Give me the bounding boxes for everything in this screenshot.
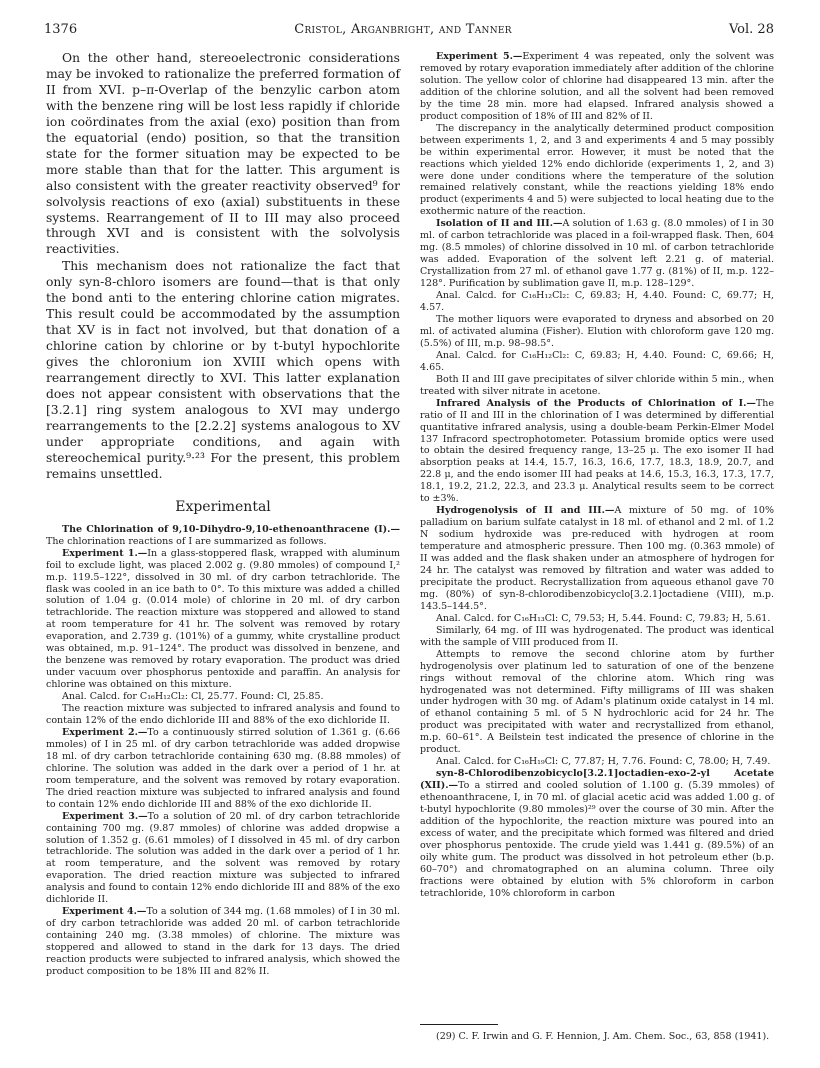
isolation-paragraph (420, 218, 774, 290)
experiment-2-text: To a continuously stirred solution of 1.361 g. (6.66 mmoles) of I in 25 ml. of dry carbon tetrachloride was added dropwise 18 ml. of dry carbon tetrachloride containing 630 mg. (8.88 mmoles) of chlorine. The solution was added in the dark over a period of 1 hr. at room temperature, and the solvent was removed by rotary evaporation. The dried reaction mixture was subjected to infrared analysis and found to contain 12% endo dichloride III and 88% of the exo dichloride II. (46, 726, 400, 810)
experiment-2-heading: Experiment 2.— (62, 726, 148, 738)
section-title-experimental: Experimental (175, 498, 271, 515)
left-column (46, 51, 400, 978)
experiment-3-heading: Experiment 3.— (62, 810, 148, 822)
experiment-1-text: In a glass-stoppered flask, wrapped with aluminum foil to exclude light, was placed 2.002 g. (9.80 mmoles) of compound I,² m.p. 119.5–122°, dissolved in 30 ml. of dry carbon tetrachloride. The flask was cooled in an ice bath to 0°. To this mixture was added a chilled solution of 1.04 g. (0.014 mole) of chlorine in 20 ml. of dry carbon tetrachloride. The reaction mixture was stoppered and allowed to stand at room temperature for 41 hr. The solvent was removed by rotary evaporation, and 2.739 g. (101%) of a gummy, white crystalline product was obtained, m.p. 91–124°. The product was dissolved in benzene, and the benzene was removed by rotary evaporation. The product was dried under vacuum over phosphorus pentoxide and paraffin. An analysis for chlorine was obtained on this mixture. (46, 547, 400, 691)
acetate-text: To a stirred and cooled solution of 1.100 g. (5.39 mmoles) of ethenoanthracene, I, in 70 ml. of glacial acetic acid was added 1.00 g. of t-butyl hypochlorite (9.80 mmoles)²⁹ over the course of 30 min. After the addition of the hypochlorite, the reaction mixture was poured into an excess of water, and the precipitate which formed was filtered and dried over phosphorus pentoxide. The crude yield was 1.441 g. (89.5%) of an oily white gum. The product was dissolved in hot petroleum ether (b.p. 60–70°) and chromatographed on an alumina column. Three oily fractions were obtained by elution with 5% chloroform in carbon tetrachloride, 10% chloroform in carbon (420, 780, 774, 899)
experiment-5-heading: Experiment 5.— (436, 51, 523, 62)
experiment-1-infrared: The reaction mixture was subjected to infrared analysis and found to contain 12% of the endo dichloride III and 88% of the exo dichloride II. (46, 703, 400, 726)
attempts-paragraph: Attempts to remove the second chlorine atom by further hydrogenolysis over platinum led to saturation of one of the benzene rings without removal of the chlorine atom. Which ring was hydrogenated was not determined. Fifty milligrams of III was shaken under hydrogen with 30 mg. of Adam's platinum oxide catalyst in 14 ml. of ethanol containing 5 ml. of 5 N hydrochloric acid for 24 hr. The product was precipitated with water and recrystallized from ethanol, m.p. 60–61°. A Beilstein test indicated the presence of chlorine in the product. (420, 648, 774, 756)
infrared-heading: Infrared Analysis of the Products of Chlorination of I.— (436, 397, 756, 409)
experiment-1-paragraph (46, 548, 400, 691)
volume-label: Vol. 28 (728, 22, 774, 37)
running-title: Cristol, Arganbright, and Tanner (294, 22, 512, 37)
footnote-29: (29) C. F. Irwin and G. F. Hennion, J. Am. Chem. Soc., 63, 858 (1941). (436, 1031, 770, 1042)
page-number: 1376 (44, 22, 78, 37)
analysis-ii: Anal. Calcd. for C₁₆H₁₂Cl₂: C, 69.83; H, 4.40. Found: C, 69.77; H, 4.57. (420, 290, 774, 314)
acetate-heading: syn-8-Chlorodibenzobicyclo[3.2.1]octadien-exo-2-yl Acetate (XII).— (420, 768, 774, 792)
hydrogenolysis-paragraph (420, 505, 774, 613)
hydrogenolysis-heading: Hydrogenolysis of II and III.— (436, 505, 615, 517)
analysis-viii: Anal. Calcd. for C₁₆H₁₃Cl: C, 79.53; H, 5.44. Found: C, 79.83; H, 5.61. (436, 612, 771, 624)
infrared-paragraph (420, 398, 774, 506)
experiment-1-heading: Experiment 1.— (62, 547, 148, 559)
similarly-paragraph: Similarly, 64 mg. of III was hydrogenated. The product was identical with the sample of VIII produced from II. (420, 624, 774, 648)
analysis-iii: Anal. Calcd. for C₁₆H₁₂Cl₂: C, 69.83; H, 4.40. Found: C, 69.66; H, 4.65. (420, 349, 774, 373)
isolation-text: A solution of 1.63 g. (8.0 mmoles) of I in 30 ml. of carbon tetrachloride was placed in a foil-wrapped flask. Then, 604 mg. (8.5 mmoles) of chlorine dissolved in 10 ml. of carbon tetrachloride was added. Evaporation of the solvent left 2.21 g. of material. Crystallization from 27 ml. of ethanol gave 1.77 g. (81%) of II, m.p. 122–128°. Purification by sublimation gave II, m.p. 128–129°. (420, 218, 774, 290)
infrared-text: The ratio of II and III in the chlorination of I was determined by differential quantitative infrared analysis, using a double-beam Perkin-Elmer Model 137 Infracord spectrophotometer. Potassium bromide optics were used to obtain the desired frequency range, 13–25 μ. The exo isomer II had absorption peaks at 14.4, 15.7, 16.3, 16.6, 17.7, 18.3, 18.9, 20.7, and 22.8 μ, and the endo isomer III had peaks at 14.6, 15.3, 16.3, 17.3, 17.7, 18.1, 19.2, 21.2, 22.3, and 23.3 μ. Analytical results seem to be correct to ±3%. (420, 397, 774, 505)
analysis-saturated: Anal. Calcd. for C₁₆H₁₉Cl: C, 77.87; H, 7.76. Found: C, 78.00; H, 7.49. (436, 756, 771, 768)
experiment-5-text: Experiment 4 was repeated, only the solvent was removed by rotary evaporation immediately after addition of the chlorine solution. The yellow color of chlorine had disappeared 13 min. after the addition of the chlorine solution, and all the solvent had been removed by the time 28 min. more had elapsed. Infrared analysis showed a product composition of 18% of III and 82% of II. (420, 51, 774, 122)
discrepancy-paragraph: The discrepancy in the analytically determined product composition between experiments 1, 2, and 3 and experiments 4 and 5 may possibly be within experimental error. However, it must be noted that the reactions which yielded 12% endo dichloride (experiments 1, 2, and 3) were done under conditions where the temperature of the solution remained relatively constant, while the reactions yielding 18% endo product (experiments 4 and 5) were subjected to local heating due to the exothermic nature of the reaction. (420, 122, 774, 218)
experiment-3-paragraph (46, 811, 400, 907)
experiment-4-paragraph (46, 906, 400, 978)
chlorination-text: The chlorination reactions of I are summarized as follows. (46, 535, 327, 547)
mother-liquors-paragraph: The mother liquors were evaporated to dryness and absorbed on 20 ml. of activated alumina (Fisher). Elution with chloroform gave 120 mg. (5.5%) of III, m.p. 98–98.5°. (420, 313, 774, 349)
footnote-rule (420, 1024, 498, 1025)
page-header (44, 22, 774, 40)
experiment-4-heading: Experiment 4.— (62, 906, 147, 918)
chlorination-paragraph (46, 524, 400, 548)
experiment-3-text: To a solution of 20 ml. of dry carbon tetrachloride containing 700 mg. (9.87 mmoles) of chlorine was added dropwise a solution of 1.352 g. (6.61 mmoles) of I dissolved in 45 ml. of dry carbon tetrachloride. The solution was added in the dark over a period of 1 hr. at room temperature, and the solvent was removed by rotary evaporation. The dried reaction mixture was subjected to infrared analysis and found to contain 12% endo dichloride III and 88% of the exo dichloride II. (46, 810, 401, 906)
hydrogenolysis-text: A mixture of 50 mg. of 10% palladium on barium sulfate catalyst in 18 ml. of ethanol and 2 ml. of 1.2 N sodium hydroxide was pre-reduced with hydrogen at room temperature and atmospheric pressure. Then 100 mg. (0.363 mmole) of II was added and the flask shaken under an atmosphere of hydrogen for 24 hr. The catalyst was removed by filtration and water was added to precipitate the product. Recrystallization from aqueous ethanol gave 70 mg. (80%) of syn-8-chlorodibenzobicyclo[3.2.1]octadiene (VIII), m.p. 143.5–144.5°. (420, 505, 774, 612)
discussion-paragraph-2: This mechanism does not rationalize the fact that only syn-8-chloro isomers are found—that is that only the bond anti to the entering chlorine cation migrates. This result could be accommodated by the assumption that XV is in fact not involved, but that donation of a chlorine cation by chlorine or by t-butyl hypochlorite gives the chloronium ion XVIII which opens with rearrangement directly to XVI. This latter explanation does not appear consistent with observations that the [3.2.1] ring system analogous to XVI may undergo rearrangements to the [2.2.2] systems analogous to XV under appropriate conditions, and again with stereochemical purity.⁹·²³ For the present, this problem remains unsettled. (46, 259, 400, 481)
discussion-paragraph-1: On the other hand, stereoelectronic considerations may be invoked to rationalize the preferred formation of II from XVI. p–π-Overlap of the benzylic carbon atom with the benzene ring will be lost less rapidly if chloride ion coördinates from the axial (exo) position than from the equatorial (endo) position, so that the transition state for the former situation may be expected to be more stable than that for the latter. This argument is also consistent with the greater reactivity observed⁹ for solvolysis reactions of exo (axial) substituents in these systems. Rearrangement of II to III may also proceed through XVI and is consistent with the solvolysis reactivities. (46, 51, 400, 257)
right-column (420, 51, 774, 900)
experiment-1-analysis: Anal. Calcd. for C₁₆H₁₂Cl₂: Cl, 25.77. Found: Cl, 25.85. (62, 691, 324, 703)
experiment-5-paragraph (420, 51, 774, 123)
silver-chloride-paragraph: Both II and III gave precipitates of silver chloride within 5 min., when treated with silver nitrate in acetone. (420, 373, 774, 397)
experiment-2-paragraph (46, 727, 400, 811)
experiment-4-text: To a solution of 344 mg. (1.68 mmoles) of I in 30 ml. of dry carbon tetrachloride was added 20 ml. of carbon tetrachloride containing 240 mg. (3.38 mmoles) of chlorine. The mixture was stoppered and allowed to stand in the dark for 13 days. The dried reaction products were subjected to infrared analysis, which showed the product composition to be 18% III and 82% II. (46, 906, 400, 977)
chlorination-heading: The Chlorination of 9,10-Dihydro-9,10-ethenoanthracene (I).— (62, 523, 400, 535)
isolation-heading: Isolation of II and III.— (436, 218, 563, 230)
acetate-paragraph (420, 768, 774, 899)
